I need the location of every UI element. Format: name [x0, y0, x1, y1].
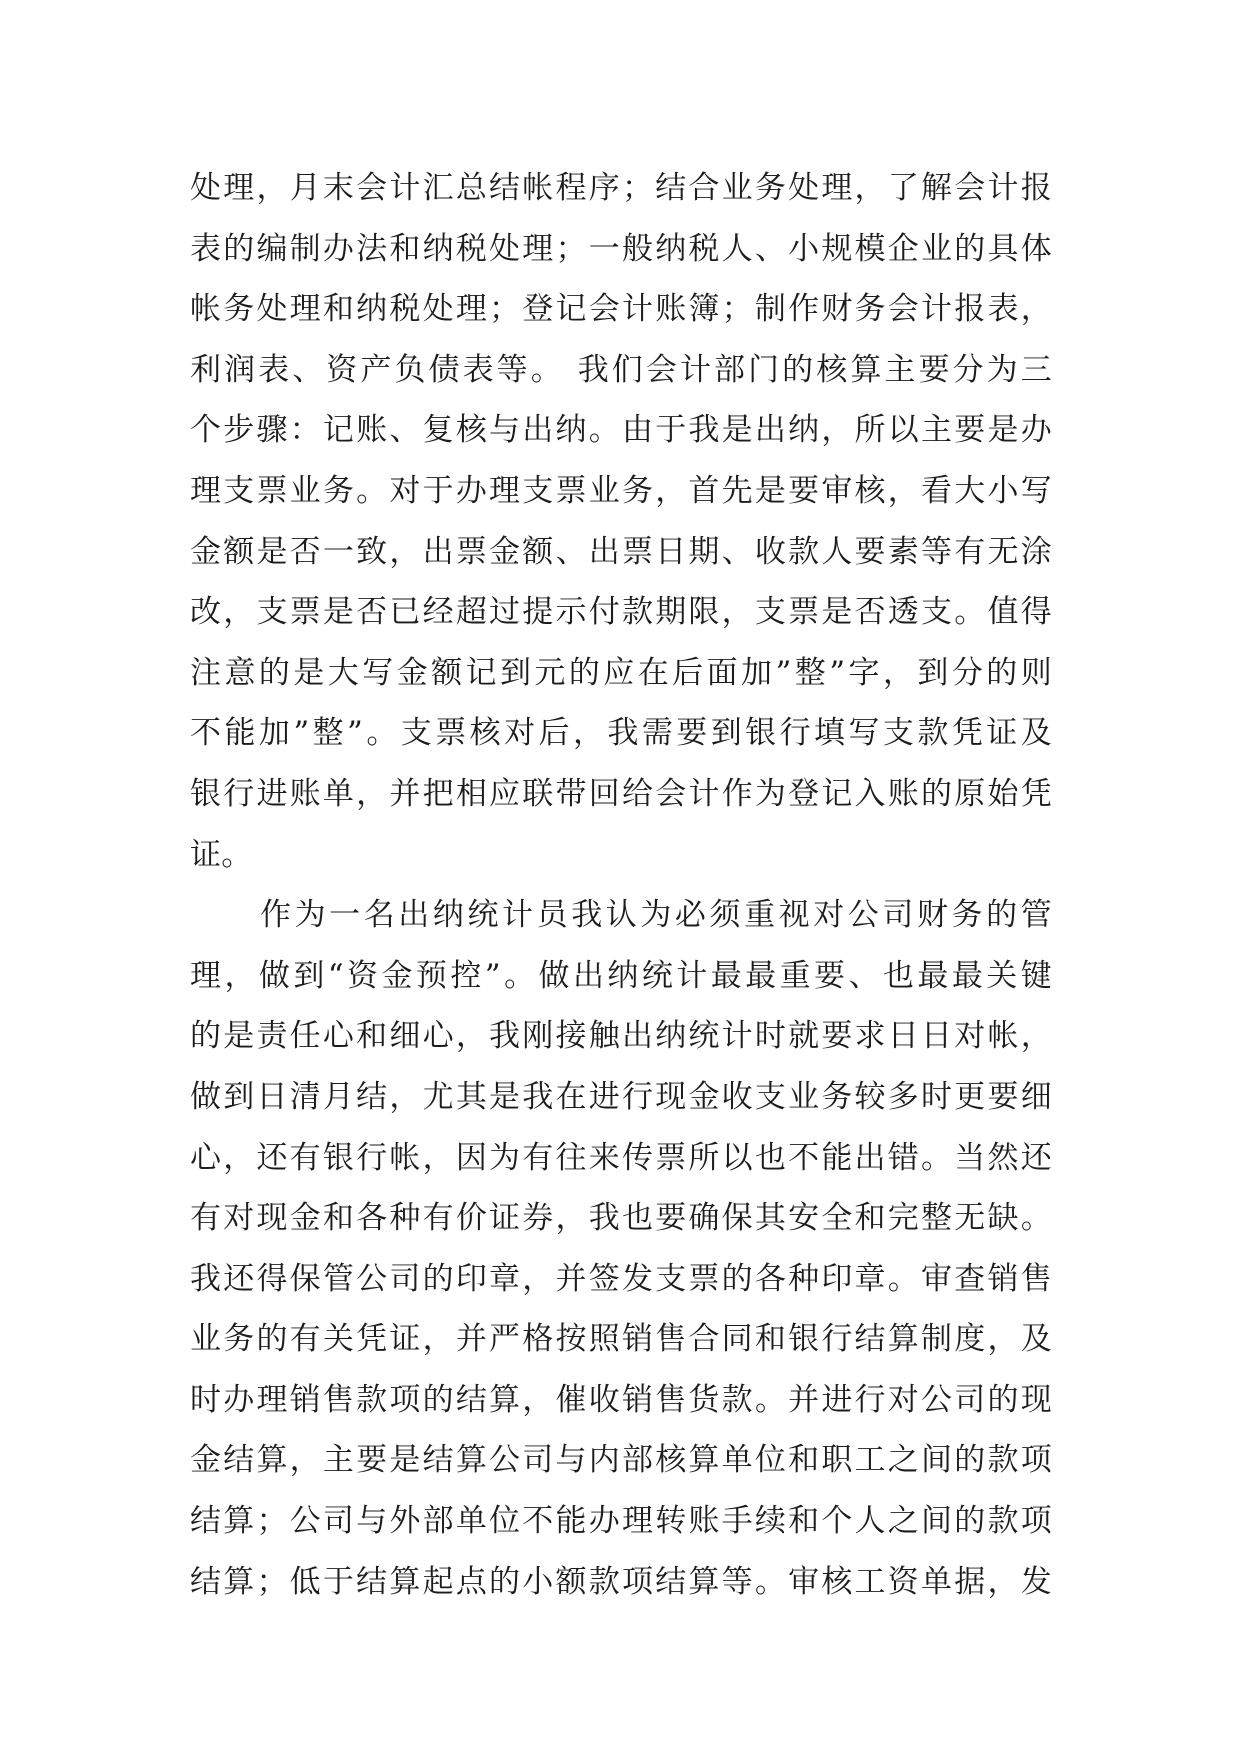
- paragraph-2: [190, 885, 1052, 1612]
- text-line: 处理，月末会计汇总结帐程序；结合业务处理，了解会计报: [190, 170, 1052, 206]
- paragraph-1: [190, 158, 1052, 885]
- text-line: 作为一名出纳统计员我认为必须重视对公司财务的管: [260, 897, 1052, 934]
- text-line: 帐务处理和纳税处理；登记会计账簿；制作财务会计报表，: [190, 291, 1052, 328]
- text-line: 金结算，主要是结算公司与内部核算单位和职工之间的款项: [190, 1442, 1052, 1479]
- text-line: 理，做到“资金预控”。做出纳统计最最重要、也最最关键: [190, 957, 1052, 994]
- text-line: 证。: [190, 836, 253, 873]
- text-line: 做到日清月结，尤其是我在进行现金收支业务较多时更要细: [190, 1078, 1052, 1115]
- text-line: 不能加”整”。支票核对后，我需要到银行填写支款凭证及: [190, 715, 1052, 752]
- text-line: 结算；低于结算起点的小额款项结算等。审核工资单据，发: [190, 1563, 1052, 1600]
- text-line: 金额是否一致，出票金额、出票日期、收款人要素等有无涂: [190, 533, 1052, 570]
- text-line: 个步骤：记账、复核与出纳。由于我是出纳，所以主要是办: [190, 412, 1052, 449]
- text-line: 理支票业务。对于办理支票业务，首先是要审核，看大小写: [190, 472, 1052, 509]
- text-line: 时办理销售款项的结算，催收销售货款。并进行对公司的现: [190, 1381, 1052, 1418]
- text-line: 改，支票是否已经超过提示付款期限，支票是否透支。值得: [190, 594, 1052, 631]
- text-line: 利润表、资产负债表等。 我们会计部门的核算主要分为三: [190, 351, 1052, 388]
- text-line: 业务的有关凭证，并严格按照销售合同和银行结算制度，及: [190, 1321, 1052, 1358]
- text-line: 的是责任心和细心，我刚接触出纳统计时就要求日日对帐，: [190, 1018, 1052, 1055]
- text-line: 有对现金和各种有价证券，我也要确保其安全和完整无缺。: [190, 1200, 1052, 1237]
- text-line: 结算；公司与外部单位不能办理转账手续和个人之间的款项: [190, 1503, 1052, 1540]
- text-line: 我还得保管公司的印章，并签发支票的各种印章。审查销售: [190, 1260, 1052, 1297]
- text-line: 注意的是大写金额记到元的应在后面加”整”字，到分的则: [190, 654, 1052, 691]
- text-line: 心，还有银行帐，因为有往来传票所以也不能出错。当然还: [190, 1139, 1052, 1176]
- text-line: 银行进账单，并把相应联带回给会计作为登记入账的原始凭: [190, 775, 1052, 812]
- body-text: [190, 158, 1052, 1612]
- text-line: 表的编制办法和纳税处理；一般纳税人、小规模企业的具体: [190, 230, 1052, 267]
